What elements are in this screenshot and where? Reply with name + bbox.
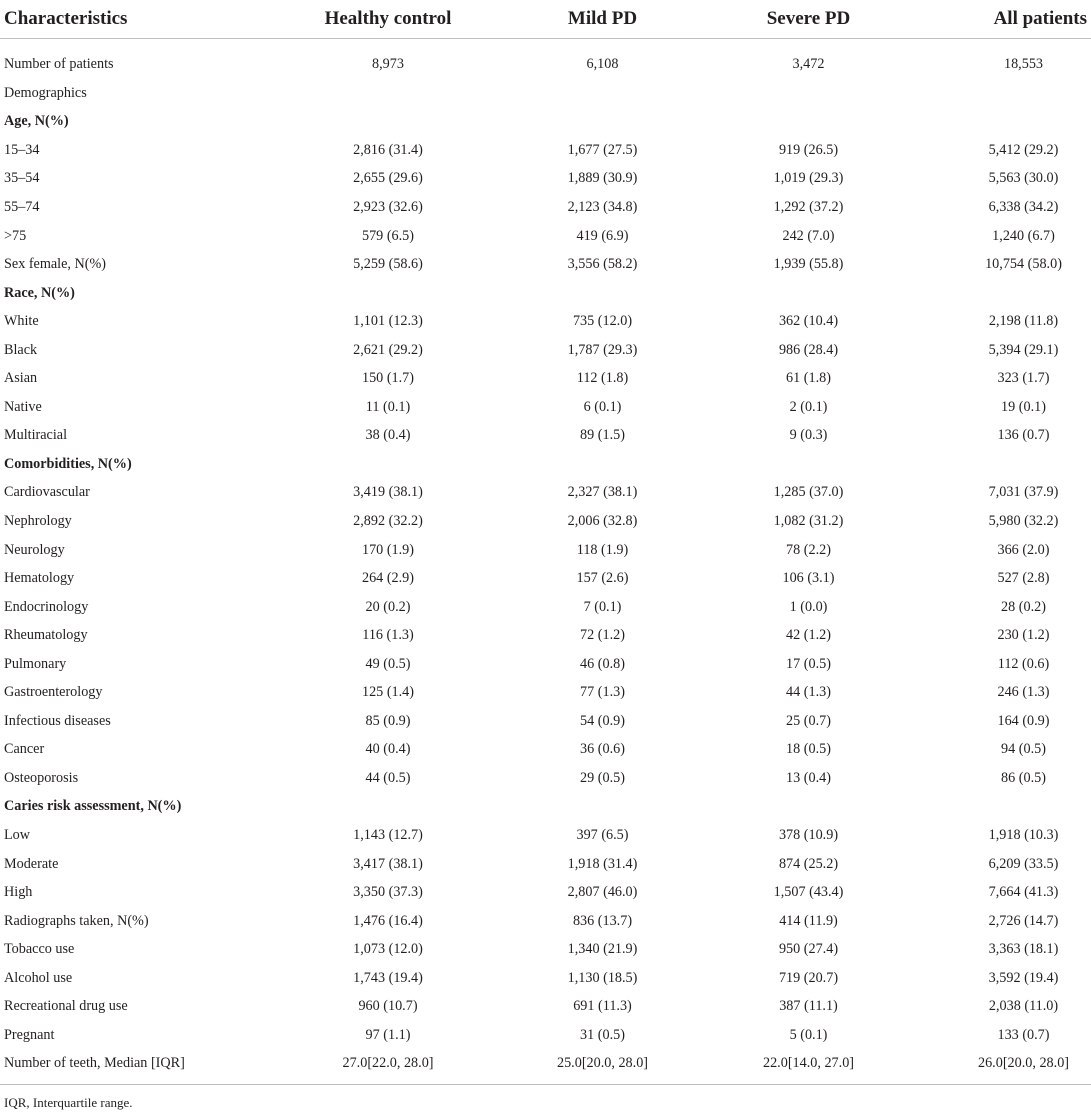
- row-label: Age, N(%): [4, 113, 69, 130]
- cell-healthy-control: 960 (10.7): [358, 998, 418, 1015]
- cell-healthy-control: 116 (1.3): [362, 627, 414, 644]
- cell-all-patients: 5,412 (29.2): [988, 141, 1059, 158]
- row-label: >75: [4, 227, 27, 244]
- cell-severe-pd: [711, 108, 906, 137]
- cell-healthy-control: 125 (1.4): [361, 684, 414, 701]
- cell-severe-pd: 378 (10.9): [778, 826, 839, 843]
- cell-mild-pd: 6 (0.1): [583, 398, 622, 415]
- cell-mild-pd: 25.0[20.0, 28.0]: [494, 1050, 711, 1085]
- cell-mild-pd: 2,327 (38.1): [567, 484, 638, 501]
- cell-healthy-control: [282, 450, 494, 479]
- row-label: Recreational drug use: [4, 998, 128, 1015]
- cell-all-patients: 230 (1.2): [997, 627, 1050, 644]
- cell-severe-pd: 950 (27.4): [778, 941, 839, 958]
- cell-all-patients: 26.0[20.0, 28.0]: [906, 1050, 1091, 1085]
- cell-mild-pd: 1,340 (21.9): [567, 941, 638, 958]
- cell-all-patients: 3,363 (18.1): [988, 941, 1059, 958]
- cell-all-patients: 112 (0.6): [997, 655, 1050, 672]
- cell-all-patients: 1,918 (10.3): [988, 826, 1059, 843]
- cell-mild-pd: 29 (0.5): [580, 769, 625, 786]
- cell-healthy-control: 8,973: [372, 55, 404, 72]
- row-label: Low: [4, 826, 31, 843]
- cell-all-patients: 2,038 (11.0): [988, 998, 1059, 1015]
- cell-all-patients: 94 (0.5): [1001, 741, 1046, 758]
- cell-healthy-control: 44 (0.5): [365, 769, 411, 786]
- cell-all-patients: 19 (0.1): [1001, 398, 1046, 415]
- cell-mild-pd: 3,556 (58.2): [567, 256, 638, 273]
- cell-mild-pd: 36 (0.6): [580, 741, 625, 758]
- table-row: [0, 850, 1091, 879]
- cell-severe-pd: 719 (20.7): [778, 969, 839, 986]
- row-label: Race, N(%): [4, 284, 75, 301]
- cell-mild-pd: 112 (1.8): [576, 370, 629, 387]
- cell-severe-pd: [711, 450, 906, 479]
- cell-mild-pd: 1,130 (18.5): [567, 969, 638, 986]
- header-healthy-control: Healthy control: [282, 0, 494, 39]
- header-all-patients: All patients: [906, 0, 1091, 39]
- row-label: Tobacco use: [4, 941, 75, 958]
- cell-all-patients: 28 (0.2): [1001, 598, 1046, 615]
- cell-mild-pd: 1,918 (31.4): [567, 855, 638, 872]
- cell-all-patients: 2,726 (14.7): [988, 912, 1059, 929]
- cell-severe-pd: 106 (3.1): [782, 570, 835, 587]
- cell-healthy-control: 2,621 (29.2): [353, 341, 423, 358]
- cell-severe-pd: 25 (0.7): [786, 712, 831, 729]
- cell-severe-pd: 1,292 (37.2): [773, 198, 844, 215]
- row-label: Nephrology: [4, 512, 72, 529]
- cell-all-patients: 1,240 (6.7): [992, 227, 1055, 244]
- cell-all-patients: 5,394 (29.1): [988, 341, 1059, 358]
- cell-severe-pd: 22.0[14.0, 27.0]: [711, 1050, 906, 1085]
- cell-healthy-control: 579 (6.5): [361, 227, 414, 244]
- header-row: [0, 0, 1091, 39]
- cell-healthy-control: [282, 108, 494, 137]
- cell-mild-pd: 46 (0.8): [580, 655, 625, 672]
- row-label: Pulmonary: [4, 655, 67, 672]
- cell-healthy-control: 5,259 (58.6): [353, 256, 423, 273]
- header-characteristics: Characteristics: [0, 0, 282, 39]
- cell-healthy-control: 1,743 (19.4): [353, 969, 423, 986]
- cell-all-patients: 10,754 (58.0): [985, 256, 1062, 273]
- row-label: Pregnant: [4, 1026, 55, 1043]
- cell-healthy-control: 11 (0.1): [365, 398, 411, 415]
- cell-healthy-control: 3,419 (38.1): [353, 484, 423, 501]
- cell-severe-pd: 78 (2.2): [786, 541, 831, 558]
- table-row: [0, 993, 1091, 1022]
- cell-severe-pd: 1 (0.0): [789, 598, 828, 615]
- cell-mild-pd: 691 (11.3): [573, 998, 632, 1015]
- cell-all-patients: 7,664 (41.3): [988, 884, 1059, 901]
- row-label: 55–74: [4, 198, 40, 215]
- cell-severe-pd: 874 (25.2): [778, 855, 839, 872]
- cell-mild-pd: 2,006 (32.8): [567, 512, 638, 529]
- cell-all-patients: 18,553: [1003, 55, 1043, 72]
- cell-healthy-control: 3,417 (38.1): [353, 855, 423, 872]
- table-footnote: IQR, Interquartile range.: [4, 1095, 133, 1111]
- cell-severe-pd: 1,019 (29.3): [773, 170, 844, 187]
- cell-severe-pd: 3,472: [792, 55, 825, 72]
- table-row: [0, 364, 1091, 393]
- cell-severe-pd: 17 (0.5): [786, 655, 831, 672]
- row-label: Caries risk assessment, N(%): [4, 798, 182, 815]
- table-row: [0, 307, 1091, 336]
- row-label: Asian: [4, 370, 38, 387]
- cell-severe-pd: 919 (26.5): [778, 141, 839, 158]
- cell-all-patients: [906, 108, 1091, 137]
- table-row: [0, 678, 1091, 707]
- cell-mild-pd: 2,123 (34.8): [567, 198, 638, 215]
- row-label: Gastroenterology: [4, 684, 103, 701]
- row-label: 35–54: [4, 170, 40, 187]
- cell-healthy-control: 40 (0.4): [365, 741, 411, 758]
- table-row: [0, 935, 1091, 964]
- table-row: [0, 108, 1091, 137]
- cell-severe-pd: 242 (7.0): [782, 227, 835, 244]
- cell-healthy-control: 1,073 (12.0): [353, 941, 423, 958]
- cell-healthy-control: 1,101 (12.3): [353, 313, 423, 330]
- cell-healthy-control: 85 (0.9): [365, 712, 411, 729]
- table-row: [0, 821, 1091, 850]
- row-label: Multiracial: [4, 427, 68, 444]
- cell-severe-pd: 414 (11.9): [779, 912, 838, 929]
- table-row: [0, 222, 1091, 251]
- cell-severe-pd: 5 (0.1): [789, 1026, 828, 1043]
- table-row: [0, 707, 1091, 736]
- table-row: [0, 878, 1091, 907]
- table-row: [0, 593, 1091, 622]
- table-row: [0, 336, 1091, 365]
- row-label: Cancer: [4, 741, 45, 758]
- cell-all-patients: [906, 793, 1091, 822]
- row-label: Sex female, N(%): [4, 256, 107, 273]
- cell-all-patients: 5,980 (32.2): [988, 512, 1059, 529]
- row-label: Neurology: [4, 541, 65, 558]
- cell-all-patients: [906, 450, 1091, 479]
- cell-severe-pd: 61 (1.8): [786, 370, 831, 387]
- cell-severe-pd: 1,285 (37.0): [773, 484, 844, 501]
- cell-mild-pd: 836 (13.7): [572, 912, 633, 929]
- table-row: [0, 279, 1091, 308]
- row-label: High: [4, 884, 33, 901]
- cell-healthy-control: 49 (0.5): [365, 655, 411, 672]
- table-row: [0, 964, 1091, 993]
- table-row: [0, 650, 1091, 679]
- cell-healthy-control: 1,143 (12.7): [353, 826, 423, 843]
- cell-mild-pd: 72 (1.2): [580, 627, 625, 644]
- row-label: Radiographs taken, N(%): [4, 912, 149, 929]
- table-row: [0, 39, 1091, 80]
- cell-mild-pd: 419 (6.9): [576, 227, 629, 244]
- table-row: [0, 393, 1091, 422]
- row-label: Demographics: [4, 84, 87, 101]
- row-label: Cardiovascular: [4, 484, 90, 501]
- cell-all-patients: 3,592 (19.4): [988, 969, 1059, 986]
- row-label: Osteoporosis: [4, 769, 79, 786]
- row-label: Alcohol use: [4, 969, 73, 986]
- cell-all-patients: 246 (1.3): [997, 684, 1050, 701]
- header-severe-pd: Severe PD: [711, 0, 906, 39]
- cell-healthy-control: 3,350 (37.3): [353, 884, 423, 901]
- table-row: [0, 536, 1091, 565]
- row-label: 15–34: [4, 141, 40, 158]
- cell-mild-pd: 2,807 (46.0): [567, 884, 638, 901]
- cell-healthy-control: [282, 79, 494, 108]
- cell-healthy-control: 2,923 (32.6): [353, 198, 423, 215]
- table-row: [0, 764, 1091, 793]
- cell-mild-pd: [494, 450, 711, 479]
- cell-mild-pd: 89 (1.5): [580, 427, 625, 444]
- table-row: [0, 422, 1091, 451]
- cell-mild-pd: 397 (6.5): [576, 826, 629, 843]
- cell-healthy-control: 2,655 (29.6): [353, 170, 423, 187]
- cell-mild-pd: 6,108: [586, 55, 619, 72]
- table-row: [0, 79, 1091, 108]
- cell-severe-pd: 2 (0.1): [789, 398, 828, 415]
- row-label: Native: [4, 398, 42, 415]
- cell-all-patients: 133 (0.7): [997, 1026, 1050, 1043]
- cell-mild-pd: 54 (0.9): [580, 712, 625, 729]
- cell-healthy-control: 1,476 (16.4): [353, 912, 423, 929]
- cell-healthy-control: 27.0[22.0, 28.0]: [282, 1050, 494, 1085]
- row-label: Hematology: [4, 570, 75, 587]
- cell-healthy-control: [282, 793, 494, 822]
- table-row: [0, 1021, 1091, 1050]
- cell-all-patients: 86 (0.5): [1001, 769, 1046, 786]
- cell-severe-pd: 387 (11.1): [779, 998, 838, 1015]
- table-row: [0, 165, 1091, 194]
- row-label: Rheumatology: [4, 627, 88, 644]
- cell-mild-pd: [494, 793, 711, 822]
- row-label: Number of patients: [4, 55, 114, 72]
- cell-severe-pd: 18 (0.5): [786, 741, 831, 758]
- cell-severe-pd: [711, 279, 906, 308]
- row-label: Infectious diseases: [4, 712, 111, 729]
- cell-mild-pd: 7 (0.1): [583, 598, 622, 615]
- row-label: Comorbidities, N(%): [4, 455, 132, 472]
- cell-healthy-control: 2,816 (31.4): [353, 141, 423, 158]
- table-row: [0, 736, 1091, 765]
- cell-severe-pd: 1,082 (31.2): [773, 512, 844, 529]
- cell-severe-pd: [711, 79, 906, 108]
- cell-severe-pd: 9 (0.3): [789, 427, 828, 444]
- cell-severe-pd: 42 (1.2): [786, 627, 831, 644]
- header-mild-pd: Mild PD: [494, 0, 711, 39]
- cell-severe-pd: 362 (10.4): [778, 313, 839, 330]
- cell-all-patients: 7,031 (37.9): [988, 484, 1059, 501]
- cell-all-patients: 2,198 (11.8): [988, 313, 1059, 330]
- cell-severe-pd: 1,939 (55.8): [773, 256, 844, 273]
- cell-all-patients: 323 (1.7): [997, 370, 1050, 387]
- cell-mild-pd: 31 (0.5): [580, 1026, 625, 1043]
- cell-healthy-control: 264 (2.9): [361, 570, 414, 587]
- cell-mild-pd: 77 (1.3): [580, 684, 625, 701]
- table-row: [0, 907, 1091, 936]
- cell-healthy-control: 97 (1.1): [365, 1026, 411, 1043]
- cell-mild-pd: [494, 79, 711, 108]
- cell-mild-pd: 157 (2.6): [576, 570, 629, 587]
- cell-mild-pd: 1,787 (29.3): [567, 341, 638, 358]
- cell-healthy-control: [282, 279, 494, 308]
- table-row: [0, 621, 1091, 650]
- table-row: [0, 136, 1091, 165]
- table-body: [0, 39, 1091, 1085]
- table-row: [0, 507, 1091, 536]
- cell-mild-pd: 118 (1.9): [576, 541, 629, 558]
- table-row: [0, 793, 1091, 822]
- table-row: [0, 479, 1091, 508]
- cell-healthy-control: 2,892 (32.2): [353, 512, 423, 529]
- cell-mild-pd: [494, 108, 711, 137]
- cell-healthy-control: 150 (1.7): [361, 370, 414, 387]
- cell-healthy-control: 20 (0.2): [365, 598, 411, 615]
- cell-all-patients: [906, 79, 1091, 108]
- cell-healthy-control: 38 (0.4): [365, 427, 411, 444]
- row-label: Number of teeth, Median [IQR]: [0, 1050, 282, 1085]
- cell-severe-pd: 986 (28.4): [778, 341, 839, 358]
- table-row: [0, 1050, 1091, 1085]
- cell-severe-pd: [711, 793, 906, 822]
- cell-healthy-control: 170 (1.9): [361, 541, 414, 558]
- cell-all-patients: 6,338 (34.2): [988, 198, 1059, 215]
- cell-mild-pd: 735 (12.0): [572, 313, 633, 330]
- cell-severe-pd: 44 (1.3): [786, 684, 831, 701]
- row-label: Moderate: [4, 855, 59, 872]
- cell-severe-pd: 13 (0.4): [786, 769, 831, 786]
- cell-all-patients: 366 (2.0): [997, 541, 1050, 558]
- table-row: [0, 250, 1091, 279]
- table-row: [0, 564, 1091, 593]
- table-row: [0, 193, 1091, 222]
- cell-all-patients: 5,563 (30.0): [988, 170, 1059, 187]
- cell-severe-pd: 1,507 (43.4): [773, 884, 844, 901]
- cell-all-patients: 6,209 (33.5): [988, 855, 1059, 872]
- cell-all-patients: 527 (2.8): [997, 570, 1050, 587]
- cell-mild-pd: 1,677 (27.5): [567, 141, 638, 158]
- cell-all-patients: 136 (0.7): [997, 427, 1050, 444]
- cell-all-patients: [906, 279, 1091, 308]
- row-label: Endocrinology: [4, 598, 89, 615]
- row-label: White: [4, 313, 39, 330]
- cell-mild-pd: [494, 279, 711, 308]
- cell-all-patients: 164 (0.9): [997, 712, 1050, 729]
- row-label: Black: [4, 341, 38, 358]
- cell-mild-pd: 1,889 (30.9): [567, 170, 638, 187]
- table-row: [0, 450, 1091, 479]
